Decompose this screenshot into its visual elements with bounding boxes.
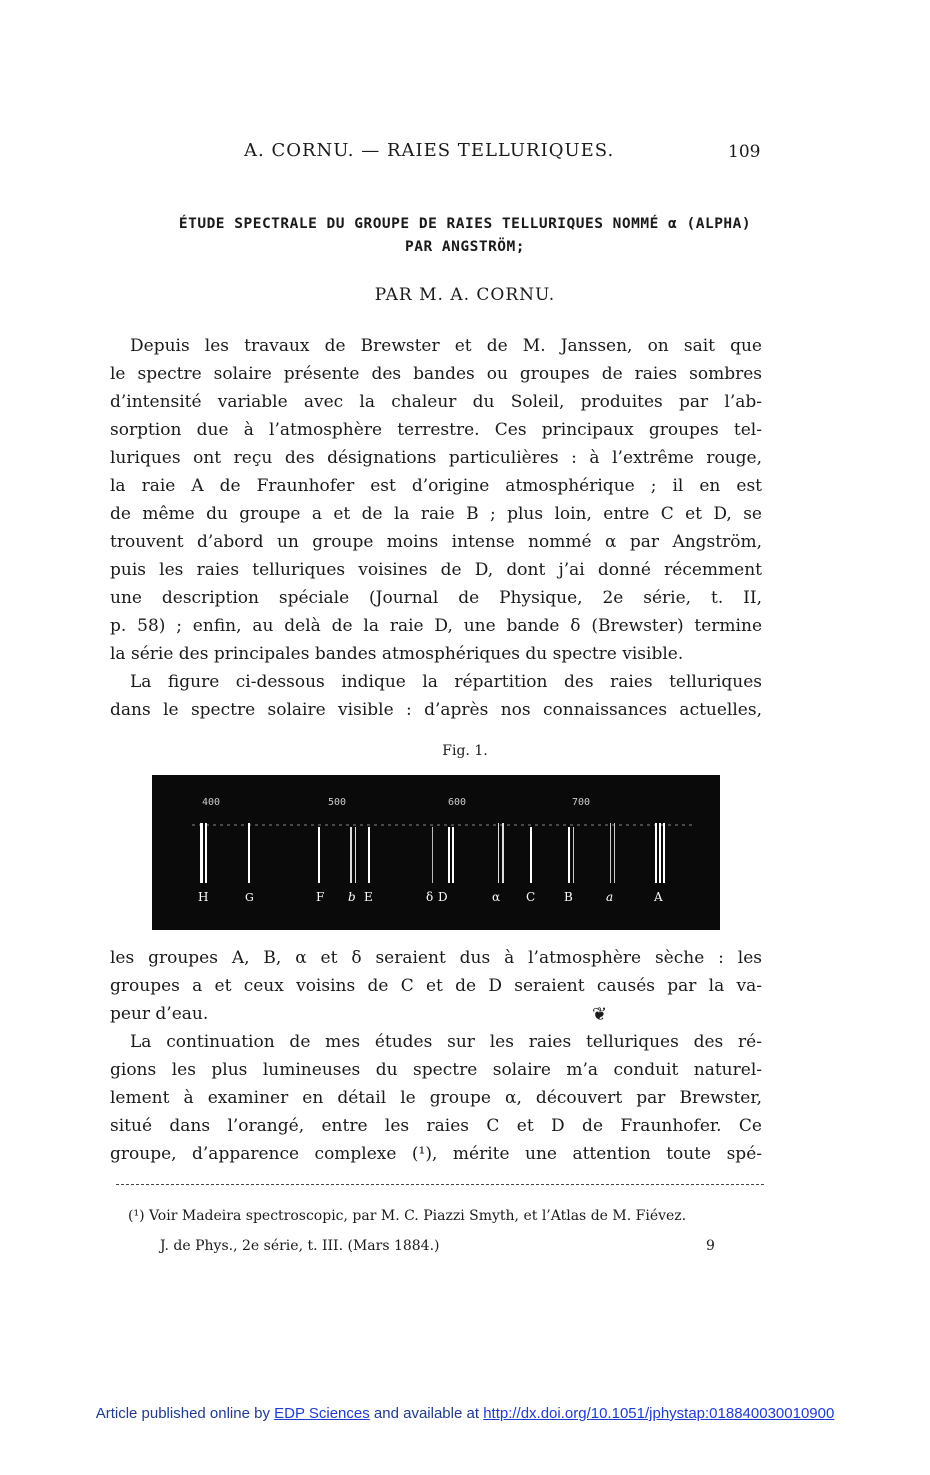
spectral-line-D2 [452, 827, 454, 883]
text-line: p. 58) ; enfin, au delà de la raie D, une bande δ (Brewster) termine [110, 616, 762, 636]
line-label: A [654, 890, 663, 904]
figure-caption: Fig. 1. [442, 743, 488, 759]
paragraph-3 [110, 944, 762, 1028]
text-line: groupes a et ceux voisins de C et de D seraient causés par la va- [110, 976, 762, 996]
text-line: situé dans l’orangé, entre les raies C et D de Fraunhofer. Ce [110, 1116, 762, 1136]
text-line: La figure ci-dessous indique la répartition des raies telluriques [130, 672, 762, 692]
line-label: D [438, 890, 448, 904]
spectral-line-alpha2 [502, 823, 504, 883]
spectral-line-B [568, 827, 570, 883]
spectral-line-G [248, 823, 250, 883]
line-label: E [364, 890, 373, 904]
spectral-line-B2 [573, 827, 574, 883]
spectral-line-b [350, 827, 352, 883]
spectral-line-E [368, 827, 370, 883]
printer-mark-icon: ❦ [592, 1004, 608, 1025]
text-line: d’intensité variable avec la chaleur du Soleil, produites par l’ab- [110, 392, 762, 412]
author-byline: PAR M. A. CORNU. [374, 285, 556, 305]
text-line: les groupes A, B, α et δ seraient dus à l’atmosphère sèche : les [110, 948, 762, 968]
line-label: δ [426, 890, 434, 904]
footer-prefix: Article published online by [95, 1405, 270, 1422]
doi-link[interactable]: http://dx.doi.org/10.1051/jphystap:018840030010900 [483, 1405, 835, 1422]
spectral-line-A3 [663, 823, 665, 883]
spectral-line-b2 [355, 827, 356, 883]
line-label: F [316, 890, 325, 904]
scale-label: 500 [328, 797, 347, 808]
spectral-line-A2 [659, 823, 661, 883]
page-number: 109 [728, 142, 761, 162]
text-line: La continuation de mes études sur les raies telluriques des ré- [130, 1032, 762, 1052]
publisher-link[interactable]: EDP Sciences [274, 1405, 370, 1422]
scale-label: 400 [202, 797, 221, 808]
spectral-line-a [610, 823, 611, 883]
publication-footer [0, 1405, 930, 1422]
spectral-line-delta [432, 827, 433, 883]
text-line: trouvent d’abord un groupe moins intense nommé α par Angström, [110, 532, 762, 552]
text-line: groupe, d’apparence complexe (¹), mérite une attention toute spé- [110, 1144, 762, 1164]
footnote-line-1: (¹) Voir Madeira spectroscopic, par M. C. Piazzi Smyth, et l’Atlas de M. Fiévez. [128, 1208, 687, 1224]
text-line: Depuis les travaux de Brewster et de M. Janssen, on sait que [130, 336, 762, 356]
line-label: b [348, 890, 356, 904]
article-title-line-1: ÉTUDE SPECTRALE DU GROUPE DE RAIES TELLURIQUES NOMMÉ α (ALPHA) [178, 216, 752, 232]
spectral-line-H2 [205, 823, 207, 883]
text-line: la raie A de Fraunhofer est d’origine atmosphérique ; il en est [110, 476, 762, 496]
running-head [0, 140, 930, 166]
signature-mark: 9 [706, 1238, 715, 1254]
text-line: lement à examiner en détail le groupe α, découvert par Brewster, [110, 1088, 762, 1108]
line-label: H [198, 890, 209, 904]
article-title [100, 213, 830, 259]
paragraph-4 [110, 1028, 762, 1168]
line-label: C [526, 890, 536, 904]
scale-label: 700 [572, 797, 591, 808]
spectrum-svg [152, 775, 720, 930]
scale-label: 600 [448, 797, 467, 808]
text-line: le spectre solaire présente des bandes ou groupes de raies sombres [110, 364, 762, 384]
spectral-line-C [530, 827, 532, 883]
text-line: sorption due à l’atmosphère terrestre. Ces principaux groupes tel- [110, 420, 762, 440]
article-title-line-2: PAR ANGSTRÖM; [405, 239, 525, 255]
spectral-line-D [448, 827, 450, 883]
text-line: gions les plus lumineuses du spectre solaire m’a conduit naturel- [110, 1060, 762, 1080]
text-line: peur d’eau. [110, 1004, 209, 1024]
paragraph-2 [110, 668, 762, 724]
line-label: B [564, 890, 573, 904]
text-line: luriques ont reçu des désignations particulières : à l’extrême rouge, [110, 448, 762, 468]
line-label: G [245, 891, 254, 904]
footnote-rule [116, 1184, 764, 1185]
line-label: a [606, 890, 614, 904]
text-line: une description spéciale (Journal de Physique, 2e série, t. II, [110, 588, 762, 608]
text-line: la série des principales bandes atmosphériques du spectre visible. [110, 644, 684, 664]
footnote-line-2: J. de Phys., 2e série, t. III. (Mars 1884.) [160, 1238, 440, 1254]
spectral-line-F [318, 827, 320, 883]
spectral-line-alpha [498, 823, 499, 883]
text-line: puis les raies telluriques voisines de D, dont j’ai donné récemment [110, 560, 762, 580]
line-label: α [492, 890, 501, 904]
spectral-line-A [655, 823, 657, 883]
running-title: A. CORNU. — RAIES TELLURIQUES. [244, 140, 615, 161]
spectral-line-a2 [614, 823, 615, 883]
spectrum-figure [152, 775, 720, 930]
footer-middle: and available at [373, 1405, 480, 1422]
paragraph-1 [110, 332, 762, 668]
text-line: de même du groupe a et de la raie B ; plus loin, entre C et D, se [110, 504, 762, 524]
spectral-line-H [200, 823, 203, 883]
text-line: dans le spectre solaire visible : d’après nos connaissances actuelles, [110, 700, 762, 720]
